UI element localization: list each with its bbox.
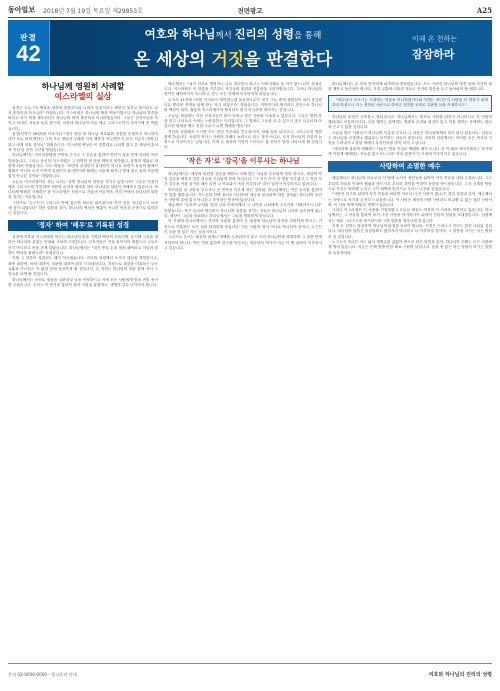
paragraph: 하나님께서는 공의로 세상을 심판하실 날을 작정하시고 이에 모든 사람에게 믿을 만한 증거를 주셨습니다. 우리는 이 증거를 통하여 참과 거짓을 분별하고, 생명의 길로 나아가야 합니다. — [8, 277, 158, 287]
issue-date: 2018년 7월 19일 목요일 제29853호 — [43, 7, 143, 15]
paragraph: 예수께서는 "내가 진리요 생명이니 나로 말미암지 않고는 아버지께로 올 자가 없느니라" 하셨습니다. 이스라엘은 이 말씀을 거부하고 자기들의 율법과 전통만을 고집하였습니다. 그러나 하나님의 언약은 폐하여지지 아니하고, 믿는 모든 자에게 이루어지게 되었습니다. — [164, 82, 322, 97]
column-1-title-line-2: 이스라엘의 실상 — [54, 92, 112, 101]
headline-center — [50, 20, 406, 76]
paragraph: 아브라함 한 사람을 부르셔서 큰 민족을 이루게 하신 것처럼, 하나님께서는 작은 무리를 통하여 큰 일을 행하십니다. 기드온의 삼백 용사로 미디안의 대군을 물리치게 하신 것처럼, 하나님의 능력은 사람의 수에 있지 아니하고 순종하는 믿음에 있습니다. — [164, 187, 322, 202]
paragraph: 진리의 성령께서 오시면 모든 진리 가운데로 인도하시며, 장래 일을 알리시고, 그리스도를 영화롭게 하십니다. 성령의 역사는 사람의 지혜나 능력으로 되는 것이 아니요, 오직 하나님의 말씀과 능력으로 이루어지는 것입니다. 이에 온 세상의 거짓이 드러나고 참 진리가 밝히 나타나게 될 것입니다. — [164, 129, 322, 150]
column-1-title-line-1: 하나님께 영원히 사례할 — [41, 82, 125, 91]
scripture-quote: "하나님이 모르시는 시대에는 허물치 아니하셨거니와 이제는 어디든지 사람을 다 명하사 회개하라 하셨으니 이는 정하신 사람으로 하여금 천하를 공의로 심판할 날을 작정하시고" — [332, 98, 488, 108]
column-1-title — [8, 82, 158, 102]
headline-judge: 을 판결한다 — [244, 50, 333, 70]
paragraph: 성경에 기록된 이스라엘의 역사는 하나님의 뜻을 거역한 백성의 기록이며, 동시에 그들을 향하신 하나님의 끝없는 인내와 사랑의 기록입니다. 선지자들은 거듭 돌이키라 외쳤으나 그들은 듣지 아니하고 목을 곧게 하였습니다. 하나님께서는 "내가 종일 손을 벌려 패역하고 거슬러 말하는 백성을 불렀노라" 하셨습니다. — [8, 235, 158, 255]
masthead — [8, 3, 492, 17]
article-column-3 — [328, 82, 492, 660]
masthead-rule — [8, 17, 492, 18]
headline-lie: 거짓 — [211, 50, 245, 70]
headline-particle-2: 을 통해 — [294, 31, 322, 41]
paragraph: "아버지께 참되게 예배하는 자들은 영과 진리로 예배할 때가 오나니 곧 이 때라 아버지께서는 자기에게 이렇게 예배하는 자들을 찾으시느니라" 하신 말씀이 이 시대에 이루어지고 있습니다. — [328, 147, 492, 157]
column-3-subheading: 사랑하여 소멸한 예수 — [328, 161, 492, 172]
paragraph: 로마서 11장에 "어떤 가지들이 꺾여졌는데 돌감람나무인 네가 그들 중에 접붙임이 되어 참감람나무 뿌리의 진액을 함께 받는 자가 되었은즉" 하셨습니다. 이방인이라 할지라도 믿음으로 하나님의 백성이 되며, 혈통의 이스라엘이라 할지라도 믿지 아니하면 꺾여지는 것입니다. — [164, 97, 322, 113]
paragraph: 이 시대에 하나님께서는 진리의 성령을 통하여 온 세상에 하나님의 말씀을 전파하게 하시고, 거짓으로 미혹하는 모든 것을 판결하게 하십니다. 이는 사람의 일이 아니요 하나님의 일이니, 누구든지 들을 귀 있는 자는 들을지어다. — [164, 219, 322, 234]
paragraph: 이제 그 말씀이 성취되는 때가 이르렀습니다. 진리의 성령께서 오셔서 세상을 책망하시고, 죄에 대하여, 의에 대하여, 심판에 대하여 밝히 드러내십니다. 거짓으로 세상을 미혹하는 모든 교훈과 가르침은 이 판결 앞에 잠잠하게 될 것입니다. 온 천하는 하나님의 말씀 앞에 서서 그 진실을 보게 될 것입니다. — [8, 256, 158, 276]
footer-contact: 문의 02-0000-0000 · 광고문의 안내 — [8, 671, 77, 677]
paragraph: 예수께서는 하나님의 아들로서 이 땅에 오셔서 죄인들을 위하여 자기 목숨을 내어 주셨습니다. 그는 우리의 허물을 인하여 찔림을 받으시고 우리의 죄악을 인하여 상함을 받으셨습니다. 그가 징계를 받음으로 우리는 평화를 누리고 그가 채찍에 맞음으로 우리는 나음을 입었습니다. — [328, 176, 492, 191]
page-footer — [8, 663, 492, 685]
verdict-number-box — [8, 20, 50, 76]
headline-spirit: 진리의 성령 — [234, 27, 294, 41]
article-column-2 — [164, 82, 322, 660]
paragraph: 그러므로 "누구든지 그리스도 안에 있으면 새로운 피조물이라 이전 것은 지나갔으니 보라 새 것이 되었도다" 하신 말씀과 같이, 하나님의 백성은 혈통이 아니라 믿음과 순종으로 말미암는 것입니다. — [8, 200, 158, 216]
page-number: A25 — [476, 5, 492, 15]
paragraph: 하나님께서는 아브라함에게 언약을 주시고 그 후손을 통하여 만민이 복을 얻게 하리라 약속하셨습니다. 그러나 육신의 이스라엘은 그 언약의 참 뜻을 깨닫지 못하였고, 율법의 행위로 의롭게 되려 하였습니다. 사도 바울은 "표면적 유대인이 유대인이 아니요 표면적 육신의 할례가 할례가 아니라 오직 이면적 유대인이 유대인이며 할례는 마음에 할지니 영에 있고 율법 조문에 있지 아니한 것이라" 하였습니다. — [8, 153, 158, 179]
paragraph: 이제 온 천하는 잠잠하여 하나님의 판결을 들어야 합니다. 거짓은 드러나고 진리는 밝히 나타날 것입니다. 하나님의 말씀은 일점일획도 없어지지 아니하고 다 이루어질 것이며, 그 말씀을 지키는 자는 영원히 살 것입니다. — [328, 224, 492, 239]
paragraph: 성경은 오늘 "이 백성을 향하여 말씀하시되 너희가 들을지라도 깨닫지 못하고 볼지라도 알지 못하리라 하시니라" 하셨습니다. 이스라엘은 하나님의 택한 백성이었으나 하나님의 말씀을 버리고 자기 의를 세우려다가 하나님의 의에 복종하지 아니하였습니다. 그들은 선지자들을 죽이고 보내신 자들을 돌로 쳤으며, 마침내 하나님의 아들 예수 그리스도까지 십자가에 못 박았습니다. — [8, 106, 158, 131]
paragraph: 오늘날 이스라엘이라 하는 나라는 과연 하나님의 언약을 지키고 있습니까? 그들은 여전히 예수 그리스도를 부인하며 사람의 유전과 계명을 따라 하나님을 헛되이 경배하고 있습니다. 하나님께 영원히 사례하는 참 이스라엘은 성령으로 거듭난 자들이며, 진리 안에서 하나님의 말씀을 지키는 자들입니다. — [8, 179, 158, 200]
paragraph: 성경(신명기 28장)에 이르시되 "네가 만일 네 하나님 여호와의 말씀을 순종하지 아니하여 내가 오늘 네게 명하는 그의 모든 명령과 규례를 지켜 행하지 아니하면 이 모든 저주가 네게 임하고 네게 미칠 것이니" 하셨습니다. 이스라엘 백성은 이 말씀대로 나라를 잃고 온 세상에 흩어져 이천 년 동안 고난을 받았습니다. — [8, 132, 158, 152]
paragraph: 오늘날 많은 사람들이 하나님의 이름을 부르나 그 마음은 하나님에게서 멀리 떠나 있습니다. 입술로는 하나님을 공경하나 행위로는 부인하는 자들이 많습니다. 진리의 성령께서는 이러한 모든 외식과 거짓을 드러내시고 참된 예배가 무엇인지를 밝히 보여 주십니다. — [328, 131, 492, 146]
paragraph: 하나님의 판결은 공의롭고 참되십니다. 하나님께서는 외모로 사람을 취하지 아니하시고 각 사람의 행위대로 보응하십니다. 선을 행하는 자에게는 영광과 존귀와 평강이 있고 악을 행하는 자에게는 환난과 곤고가 있을 것입니다. — [328, 115, 492, 130]
newspaper-logo: 동아일보 — [8, 5, 36, 14]
headline-particle-1: 께서 — [215, 31, 235, 41]
paragraph: 누구든지 목마른 자는 와서 생명수를 값없이 받으라 하신 말씀과 같이, 하나님의 은혜는 모든 사람에게 열려 있습니다. 지금은 은혜 받을 만한 때요 구원의 날입니다. 들을 귀 있는 자는 성령이 하시는 말씀을 들을지어다. — [328, 240, 492, 255]
headline-line-2 — [134, 45, 332, 70]
scripture-quote-box — [328, 95, 492, 112]
footer-publisher: 여호와 하나님의 진리의 성령 — [428, 672, 492, 678]
paragraph: 그러나 이스라엘은 이 사랑을 거절하였고 오늘날 세상도 여전히 이 사랑을 외면하고 있습니다. 하나님께서는 그 아들을 통하여 보여 주신 사랑을 증거하시기 위하여 진리의 성령을 보내셨습니다. 성령께서는 예수 그리스도를 증거하시며 그의 말씀을 생각나게 하십니다. — [328, 208, 492, 223]
paragraph: 오늘날 세상에는 거짓 선지자들이 많이 일어나 많은 사람을 미혹하고 있습니다. 그들은 양의 옷을 입고 나아오나 속에는 노략질하는 이리입니다. 그 열매로 그들을 알 수 있으니 좋은 나무마다 아름다운 열매를 맺고 못된 나무가 나쁜 열매를 맺습니다. — [164, 113, 322, 129]
headline-jehovah: 여호와 하나님 — [144, 27, 216, 41]
paragraph: 예수께서 "무리여 무서워 말라 너희 아버지께서 그 나라를 너희에게 주시기를 기뻐하시느니라" 하셨습니다. 작은 무리라 할지라도 하나님의 말씀을 지키는 자들은 하나님의 나라를 상속받게 됩니다. 세상이 그들을 미워하나 하나님께서는 그들을 영화롭게 하십니다. — [164, 203, 322, 218]
headline-line-1 — [145, 26, 322, 42]
section-label: 전면광고 — [237, 6, 263, 15]
paragraph: "사람이 친구를 위하여 자기 목숨을 버리면 이보다 더 큰 사랑이 없나니" 하신 말씀과 같이, 예수께서는 사랑으로 자기를 온전히 드리셨습니다. 이 사랑은 세상의 어떤 사랑과도 비교할 수 없는 참된 사랑이며, 이 사랑 안에 영원한 생명이 있습니다. — [328, 192, 492, 207]
headline-right-1: 이제 온 천하는 — [412, 35, 458, 43]
headline-banner — [8, 20, 492, 76]
paragraph: 하나님께서는 온 천하 만민에게 회개하라 명하셨습니다. 모든 사람이 하나님의 말씀 앞에 자기의 죄를 깨닫고 돌이켜야 합니다. 거짓 교훈에 미혹된 자들도 진리의 말씀을 듣고 돌아와야 할 때입니다. — [328, 82, 492, 92]
headline-right — [406, 20, 492, 76]
headline-right-2: 잠잠하라 — [412, 48, 455, 61]
column-1-subheading: '정자' 하여 '배우'로 기록된 성경 — [8, 220, 158, 231]
paragraph: 그러므로 우리는 세상의 권세나 명예를 두려워하지 말고 오직 하나님만을 경외하며 그 말씀 안에 거하여야 합니다. 작은 자를 통하여 강국을 이루시는 하나님의 역사가 지금 이 땅 위에서 이루어지고 있습니다. — [164, 235, 322, 250]
column-2-subheading: '작은 자'로 '강국'을 이루시는 하나님 — [164, 155, 322, 168]
paragraph: 하나님께서는 세상의 미련한 것들을 택하사 지혜 있는 자들을 부끄럽게 하려 하시고, 세상의 약한 것들을 택하사 강한 것들을 부끄럽게 하려 하십니다. "그 작은 자가 천 명을 이루겠고 그 약한 자가 강국을 이룰 것이라 때가 되면 나 여호와가 속히 이루리라" 하신 말씀이 이루어지고 있습니다. — [164, 171, 322, 186]
verdict-number: 42 — [16, 40, 41, 66]
article-column-1 — [8, 82, 158, 660]
verdict-label: 판결 — [20, 32, 37, 42]
headline-world: 온 세상의 — [133, 50, 212, 70]
